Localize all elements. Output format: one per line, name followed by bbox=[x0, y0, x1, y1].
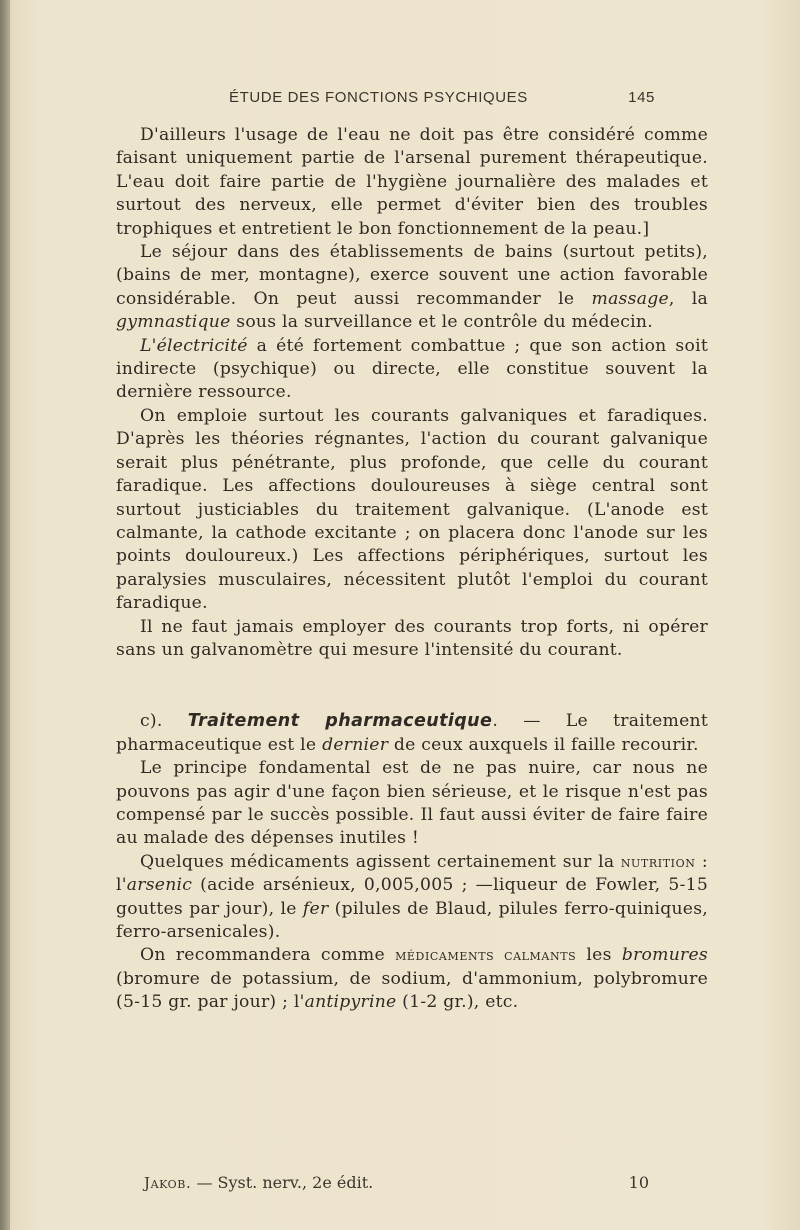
page-number: 145 bbox=[628, 89, 655, 106]
footer-reference: Jakob. — Syst. nerv., 2e édit. bbox=[144, 1173, 374, 1192]
section-heading-pharmaceutical: c). Traitement pharmaceutique. — Le traitement pharmaceutique est le dernier de ceux auxquels il faille recourir. bbox=[116, 711, 708, 755]
running-header bbox=[229, 89, 655, 111]
running-title: ÉTUDE DES FONCTIONS PSYCHIQUES bbox=[229, 89, 528, 106]
section-gap bbox=[116, 662, 708, 710]
page-spine-shadow bbox=[0, 0, 10, 1230]
paragraph-galvanometer: Il ne faut jamais employer des courants trop forts, ni opérer sans un galvanomètre qui mesure l'intensité du courant. bbox=[116, 616, 708, 660]
paragraph-nutrition-drugs: Quelques médicaments agissent certainement sur la nutrition : l'arsenic (acide arsénieux, 0,005,005 ; —liqueur de Fowler, 5-15 gouttes par jour), le fer (pilules de Blaud, pilules ferro-quiniques, ferro-arsenicales). bbox=[116, 851, 708, 942]
page-footer bbox=[144, 1173, 649, 1195]
signature-mark: 10 bbox=[628, 1173, 649, 1192]
paragraph-do-no-harm: Le principe fondamental est de ne pas nuire, car nous ne pouvons pas agir d'une façon bien sérieuse, et le risque n'est pas compensé par le succès possible. Il faut aussi éviter de faire faire au malade des dépenses inutiles ! bbox=[116, 758, 708, 849]
paragraph-electricity: L'électricité a été fortement combattue ; que son action soit indirecte (psychique) ou directe, elle constitue souvent la dernière ressource. bbox=[116, 335, 708, 403]
paragraph-currents: On emploie surtout les courants galvaniques et faradiques. D'après les théories régnantes, l'action du courant galvanique serait plus pénétrante, plus profonde, que celle du courant faradique. Les affections douloureuses à siège central sont surtout justiciables du traitement galvanique. (L'anode est calmante, la cathode excitante ; on placera donc l'anode sur les points douloureux.) Les affections périphériques, surtout les paralysies musculaires, nécessitent plutôt l'emploi du courant faradique. bbox=[116, 405, 708, 614]
paragraph-water-hygiene: D'ailleurs l'usage de l'eau ne doit pas être considéré comme faisant uniquement partie de l'arsenal purement thérapeutique. L'eau doit faire partie de l'hygiène journalière des malades et surtout des nerveux, elle permet d'éviter bien des troubles trophiques et entretient le bon fonctionnement de la peau.] bbox=[116, 125, 708, 239]
body-text bbox=[116, 124, 708, 1015]
paragraph-baths-massage: Le séjour dans des établissements de bains (surtout petits), (bains de mer, montagne), exerce souvent une action favorable considérable. On peut aussi recommander le massage, la gymnastique sous la surveillance et le contrôle du médecin. bbox=[116, 242, 709, 333]
paragraph-calming-drugs: On recommandera comme médicaments calmants les bromures (bromure de potassium, de sodium, d'ammonium, polybromure (5-15 gr. par jour) ; l'antipyrine (1-2 gr.), etc. bbox=[116, 945, 708, 1013]
